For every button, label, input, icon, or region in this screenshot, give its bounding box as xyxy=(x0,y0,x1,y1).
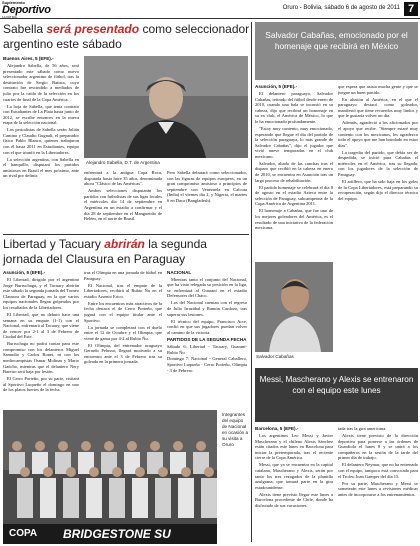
article1-column-2 xyxy=(84,170,162,232)
article3-side-caption: Integrantes del equipo de Nacional en ocasión a su visita a Oruro xyxy=(222,412,249,447)
article3-fixture: Sábado 6: Libertad - Tacuary, Guaraní-Rubio Ñu xyxy=(167,343,247,355)
sponsor-left-text: COPA xyxy=(9,528,38,539)
article1-paragraph: La selección argentina, con Sabella en el banquillo, disputará los partidos amistosos en Brasil el mes próximo, ante un rival por definir. xyxy=(3,156,79,179)
article2-photo xyxy=(255,262,333,352)
article1-headline xyxy=(3,22,253,52)
article3-paragraph: El Cerro Porteño, por su parte, visitará al Sportivo Luqueño el domingo en uno de los platos fuertes de la fecha. xyxy=(3,376,79,393)
article1-photo xyxy=(84,56,248,158)
article3-headline-post: la segunda jornada del Clausura en Paraguay xyxy=(3,237,207,266)
article2-paragraph: En alusión al América, en el que el paraguayo destacó como goleador, manifestó que tiene recuerdos muy lindos y que le gustaría volver un día. xyxy=(338,96,418,119)
section-divider xyxy=(3,234,249,235)
article2-paragraph: que espera que asista mucha gente y que se juegue un buen partido. xyxy=(338,84,418,95)
player-body xyxy=(201,478,217,518)
player-body xyxy=(40,478,56,518)
article2-headline: Salvador Cabañas, emocionado por el homenaje que recibirá en México xyxy=(255,22,418,80)
newspaper-logo xyxy=(2,1,94,17)
article4-paragraph: Por su parte, Mascherano y Messi se someterán este lunes a revisiones médicas antes de incorporarse a los entrenamientos. xyxy=(338,480,418,497)
player-body xyxy=(86,478,102,518)
issue-date: Oruro - Bolivia, sábado 6 de agosto de 2011 xyxy=(282,5,400,11)
player-body xyxy=(132,478,148,518)
player-head xyxy=(12,441,22,451)
player-head xyxy=(196,441,206,451)
article1-column-3 xyxy=(167,170,247,232)
logo-tag-text: LA PATRIA xyxy=(2,15,17,19)
sponsor-right-text: BRIDGESTONE SU xyxy=(63,527,171,541)
article3-paragraph: El Nacional, tras el empate de la Libertadores, recibirá al Rubio Ñu en el estadio Arsenio Erico. xyxy=(84,282,162,299)
player-head xyxy=(81,441,91,451)
player-body xyxy=(109,478,125,518)
masthead xyxy=(0,0,420,19)
article3-headline-accent: abrirán xyxy=(104,237,145,251)
article4-dateline: Barcelona, 5 (EFE).- xyxy=(255,426,299,431)
article1-headline-post: como seleccionador argentino este sábado xyxy=(3,22,250,51)
article1-column-1 xyxy=(3,56,79,232)
article3-headline-pre: Libertad y Tacuary xyxy=(3,237,101,251)
player-head xyxy=(43,467,53,477)
player-body xyxy=(63,478,79,518)
article4-paragraph: Messi, que ya se encuentra en la capital catalana, Mascherano y Alexis, serán por tanto los tres rezagados de la plantilla azulgrana, que tomará parte en la gira estadounidense. xyxy=(255,462,333,490)
player-head xyxy=(112,467,122,477)
player-head xyxy=(135,467,145,477)
player-head xyxy=(127,441,137,451)
article3-paragraph: El Olimpia, del entrenador uruguayo Gerardo Pelusso, llegará motivado a su encuentro ante el 3 de Febrero tras su goleada en la primera jornada. xyxy=(84,342,162,365)
article3-paragraph: Entre los encuentros más atractivos de la fecha destaca el de Cerro Porteño, que jugará con el equipo titular ante el Sportivo. xyxy=(84,300,162,323)
article3-paragraph: El Libertad, dirigido por el argentino Jorge Burruchaga, y el Tacuary abrirán este sábado la segunda jornada del Torneo Clausura de Paraguay, en la que varios equipos nacionales llegan golpeados por los resultados de la Libertadores. xyxy=(3,276,79,310)
page-number: 7 xyxy=(404,2,418,16)
article3-nacional-subhead: NACIONAL xyxy=(167,270,192,275)
article3-paragraph: El Libertad, que no debutó hace una semana en su empate (1-1) con el Nacional, enfrentará al Tacuary, que viene de vencer por 2-1 al 3 de Febrero de Ciudad del Este. xyxy=(3,311,79,340)
article3-paragraph: Burruchaga no podrá contar para este compromiso con los delanteros Miguel Samudio y Carlos Bonet, ni con los mediocampistas Osmar Molinas y Mario Gaúcho, mientras que el delantero Nery Bareiro será baja por lesión. xyxy=(3,341,79,375)
article1-headline-accent: será presentado xyxy=(46,22,140,36)
article3-paragraph: Los del Nacional cuentan con el regreso de Julio Irrazábal y Ramón Cardozo, tras superar sus lesiones. xyxy=(167,300,247,317)
article1-photo-caption: Alejandro Sabella, D.T. de Argentina xyxy=(86,160,160,165)
article2-photo-caption: Salvador Cabañas xyxy=(256,354,294,359)
article3-fixtures-subhead: PARTIDOS DE LA SEGUNDA FECHA xyxy=(167,337,247,343)
article3-dateline: Asunción, 5 (EFE).- xyxy=(3,270,46,275)
cabanas-photo-illustration xyxy=(255,262,333,352)
player-head xyxy=(89,467,99,477)
article2-paragraph: El partido homenaje se celebrará el día 8 de agosto en el estadio Azteca entre la selección de Paraguay, subcampeona de la Copa América de Argentina 2011. xyxy=(255,184,333,207)
article3-fixture: Domingo 7: Nacional - General Caballero, Sportivo Luqueño - Cerro Porteño, Olimpia - 3 de Febrero. xyxy=(167,356,247,373)
article2-column-2 xyxy=(338,84,418,330)
article2-paragraph: Además, agradeció a los aficionados por el apoyo que recibe. "Siempre estaré muy contento con los mexicanos, les agradezco todo el apoyo que me han brindado en estos días". xyxy=(338,120,418,148)
article4-paragraph: Los argentinos Leo Messi y Javier Mascherano y el chileno Alexis Sánchez están citados este lunes en Barcelona para iniciar la pretemporada, tras el reciente cierre de la Copa América. xyxy=(255,432,333,461)
article1-paragraph: La hoja de Sabella, que tenía contrato con Estudiantes de La Plata hasta junio de 2012, se escribe entonces en la nueva etapa de la selección nacional. xyxy=(3,103,79,126)
article2-dateline: Asunción, 5 (EFE).- xyxy=(255,84,298,89)
article1-paragraph: Los periodistas de Sabella serán Julián Camino y Claudio Gugnali, el preparador físico Pablo Blanco, quienes trabajaron con él hasta 2011 en Estudiantes, equipo con el que triunfó en la Libertadores. xyxy=(3,127,79,155)
player-head xyxy=(204,467,214,477)
article2-paragraph: La tragedia del partido, que debía ser de despedida, se inició para Cabañas el miércoles en el América, tras su llegada, con los jugadores de la selección de Paraguay. xyxy=(338,149,418,178)
article2-paragraph: El artillero, que ha sido baja en los goles de la Copa Libertadores, está preparando su recuperación, según dijo el director técnico del equipo. xyxy=(338,179,418,201)
article3-column-1 xyxy=(3,270,79,408)
article2-paragraph: Salvador, aliado de las canchas tras el disparo que recibió en la cabeza en enero de 2010, se encuentra en Asunción tras un largo proceso de rehabilitación. xyxy=(255,160,333,183)
logo-top-text: Suplemento xyxy=(2,0,25,5)
article4-paragraph: Alexis tiene previsto llegar este lunes a Barcelona procedente de Chile, donde ha disfrutado de sus vacaciones. xyxy=(255,491,333,508)
article3-headline xyxy=(3,237,249,267)
article4-column-1 xyxy=(255,426,333,544)
article1-headline-pre: Sabella xyxy=(3,22,44,36)
article2-paragraph: El homenaje a Cabañas, que fue uno de los mejores goleadores del América, es el resultado de una iniciativa de la federación mexicana. xyxy=(255,208,333,231)
article2-paragraph: "Estoy muy contento, muy emocionado, esperando que llegue el día del partido de la selección paraguaya, lo más grande de Salvador Cabañas", dijo el jugador que vivió nueve temporadas en el club mexicano. xyxy=(255,125,333,159)
article4-column-2 xyxy=(338,426,418,544)
article1-paragraph: Alejandro Sabella, de 56 años, será presentado este sábado como nuevo seleccionador argentino de fútbol, tras la destitución de Sergio Batista, cuyo contrato fue rescindido a mediados de julio por la caída de la selección en los cuartos de final de la Copa América. xyxy=(3,62,79,102)
column-divider xyxy=(251,22,252,542)
player-body xyxy=(178,478,194,518)
player-head xyxy=(20,467,30,477)
article2-paragraph: El delantero paraguayo, Salvador Cabañas, retirado del fútbol desde enero de 2010, cuando una bala se incrustó en su cabeza, dijo que recibirá un homenaje en su ex club, el América de México, lo que le ha emocionado profundamente. xyxy=(255,90,333,124)
player-head xyxy=(150,441,160,451)
player-head xyxy=(58,441,68,451)
article3-paragraph: El técnico del equipo, Francisco Arce, confió en que sus jugadores puedan volver al camino de la victoria. xyxy=(167,318,247,335)
player-head xyxy=(181,467,191,477)
player-head xyxy=(173,441,183,451)
article4-paragraph: tada tras la gira americana. xyxy=(338,426,387,431)
player-body xyxy=(17,478,33,518)
article1-paragraph: enfrentará a la antigua Copa Roca, disputada hasta hace 35 años, denominada ahora "Clásico de las Américas". xyxy=(84,170,162,187)
team-photo-illustration xyxy=(3,410,217,530)
sabella-photo-illustration xyxy=(84,56,248,158)
sponsor-banner xyxy=(3,524,217,544)
article1-paragraph: Ambos selecciones disputarán los partidos con futbolistas de sus ligas locales el miércoles día 14 de septiembre en Argentina en un estadio a confirmar y el día 28 de septiembre en el Mangueirão de Belém, en el norte de Brasil. xyxy=(84,188,162,222)
article3-paragraph: Mientras tanto el conjunto del Nacional, que ha visto relegada su posición en la liga, se enfrentará al Guaraní en el estadio Defensores del Chaco. xyxy=(167,276,247,299)
logo-main-text: Deportivo xyxy=(2,4,51,16)
article3-paragraph: tras el Olimpia en una jornada de fútbol en Paraguay. xyxy=(84,270,162,281)
article1-dateline: Buenos Aires, 5 (EFE).- xyxy=(3,56,54,61)
player-head xyxy=(66,467,76,477)
article4-headline: Messi, Mascherano y Alexis se entrenaron con el equipo este lunes xyxy=(255,368,418,422)
player-head xyxy=(104,441,114,451)
player-head xyxy=(35,441,45,451)
article3-paragraph: La jornada se completará con el duelo entre el 12 de Octubre y el Olimpia, que viene de ganar por 4-2 al Rubio Ñu. xyxy=(84,324,162,341)
article3-column-2 xyxy=(84,270,162,408)
player-body xyxy=(155,478,171,518)
player-head xyxy=(158,467,168,477)
article1-paragraph: Pero Sabella debutará como seleccionador, con las figuras de equipos europeos, en un gran compromiso amistoso a principios de septiembre con Venezuela en Calcuta (India) el viernes día 2, y Nigeria, el martes 6 en Daca (Bangladesh). xyxy=(167,170,247,203)
article3-column-3 xyxy=(167,270,247,408)
article4-paragraph: Alexis tiene previsto de la dirección deportiva para ponerse a las órdenes de Guardiola el lunes 8 y se unirá a los compañeros en la sesión de la tarde del primer día de trabajo. xyxy=(338,432,418,461)
article3-team-photo xyxy=(3,410,217,530)
article4-paragraph: El delantero Neymar, que no ha entrenado con el equipo, tampoco está convocado para el Trofeo Joan Gamper del día 15. xyxy=(338,462,418,479)
